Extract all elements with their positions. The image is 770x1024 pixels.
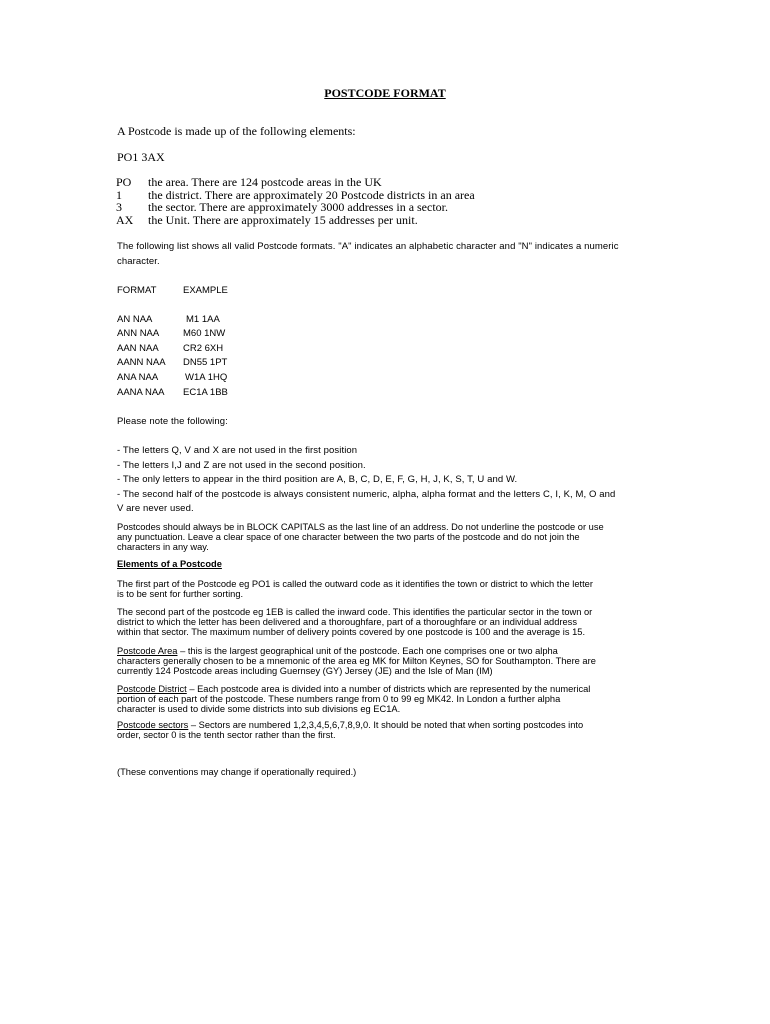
area-label: Postcode Area <box>117 646 178 656</box>
element-desc: the area. There are 124 postcode areas in the UK <box>148 175 382 189</box>
note-item: V are never used. <box>117 503 194 514</box>
example-cell: W1A 1HQ <box>185 372 228 383</box>
element-desc: the sector. There are approximately 3000 addresses in a sector. <box>148 200 449 214</box>
paragraph-line: Postcodes should always be in BLOCK CAPITALS as the last line of an address. Do not underline the postcode or use <box>117 522 604 532</box>
intro-text: A Postcode is made up of the following elements: <box>117 124 356 138</box>
paragraph-line: is to be sent for further sorting. <box>117 589 244 599</box>
format-row <box>117 372 227 383</box>
sectors-label: Postcode sectors <box>117 720 189 730</box>
format-cell: AN NAA <box>117 314 153 325</box>
example-cell: EC1A 1BB <box>183 387 228 398</box>
district-paragraph <box>117 684 657 714</box>
element-row <box>116 213 418 228</box>
paragraph-line: order, sector 0 is the tenth sector rather than the first. <box>117 730 336 740</box>
paragraph-line: The second part of the postcode eg 1EB is called the inward code. This identifies the particular sector in the town or <box>117 607 593 617</box>
format-table-header <box>117 285 228 296</box>
format-row <box>117 328 225 339</box>
note-item: - The letters I,J and Z are not used in the second position. <box>117 460 366 471</box>
example-cell: CR2 6XH <box>183 343 224 354</box>
block-capitals-paragraph <box>117 522 657 552</box>
note-item: - The second half of the postcode is always consistent numeric, alpha, alpha format and the letters C, I, K, M, O and <box>117 489 616 500</box>
format-cell: ANA NAA <box>117 372 159 383</box>
sectors-paragraph <box>117 720 657 740</box>
paragraph-line: – Sectors are numbered 1,2,3,4,5,6,7,8,9,0. It should be noted that when sorting postcodes into <box>188 720 584 730</box>
format-cell: AANN NAA <box>117 357 166 368</box>
list-intro-line: character. <box>117 256 160 267</box>
note-intro: Please note the following: <box>117 416 228 427</box>
paragraph-line: characters in any way. <box>117 542 209 552</box>
page-title: POSTCODE FORMAT <box>324 86 446 100</box>
note-item: - The only letters to appear in the third position are A, B, C, D, E, F, G, H, J, K, S, T, U and W. <box>117 474 518 485</box>
paragraph-line: characters generally chosen to be a mnemonic of the area eg MK for Milton Keynes, SO for Southampton. There are <box>117 656 596 666</box>
paragraph-line: – Each postcode area is divided into a number of districts which are represented by the numerical <box>186 684 591 694</box>
element-desc: the district. There are approximately 20 Postcode districts in an area <box>148 188 475 202</box>
paragraph-line: within that sector. The maximum number of delivery points covered by one postcode is 100 and the average is 15. <box>117 627 586 637</box>
paragraph-line: The first part of the Postcode eg PO1 is called the outward code as it identifies the town or district to which the letter <box>117 579 593 589</box>
format-row <box>117 357 227 368</box>
paragraph-line: any punctuation. Leave a clear space of one character between the two parts of the postcode and do not join the <box>117 532 580 542</box>
inward-paragraph <box>117 607 657 637</box>
paragraph-line: currently 124 Postcode areas including Guernsey (GY) Jersey (JE) and the Isle of Man (IM) <box>117 666 493 676</box>
example-cell: DN55 1PT <box>183 357 228 368</box>
format-row <box>117 314 220 325</box>
outward-paragraph <box>117 579 657 599</box>
closing-note: (These conventions may change if operationally required.) <box>117 767 357 777</box>
element-key: 1 <box>116 188 122 202</box>
paragraph-line: district to which the letter has been delivered and a thoroughfare, part of a thoroughfare or an individual address <box>117 617 577 627</box>
example-postcode: PO1 3AX <box>117 150 165 164</box>
paragraph-line: portion of each part of the postcode. These numbers range from 0 to 99 eg MK42. In London a further alpha <box>117 694 561 704</box>
element-key: 3 <box>116 200 122 214</box>
area-paragraph <box>117 646 657 676</box>
example-cell: M1 1AA <box>186 314 220 325</box>
format-cell: ANN NAA <box>117 328 160 339</box>
element-key: PO <box>116 175 132 189</box>
format-column-header: FORMAT <box>117 285 157 296</box>
district-label: Postcode District <box>117 684 187 694</box>
example-column-header: EXAMPLE <box>183 285 228 296</box>
element-key: AX <box>116 213 134 227</box>
format-row <box>117 387 228 398</box>
format-row <box>117 343 223 354</box>
format-cell: AAN NAA <box>117 343 159 354</box>
list-intro-line: The following list shows all valid Postcode formats. "A" indicates an alphabetic character and "N" indicates a numeric <box>117 241 619 252</box>
elements-heading: Elements of a Postcode <box>117 559 222 569</box>
example-cell: M60 1NW <box>183 328 226 339</box>
element-desc: the Unit. There are approximately 15 addresses per unit. <box>148 213 418 227</box>
format-cell: AANA NAA <box>117 387 165 398</box>
paragraph-line: – this is the largest geographical unit of the postcode. Each one comprises one or two alpha <box>177 646 558 656</box>
note-item: - The letters Q, V and X are not used in the first position <box>117 445 358 456</box>
paragraph-line: character is used to divide some districts into sub divisions eg EC1A. <box>117 704 401 714</box>
